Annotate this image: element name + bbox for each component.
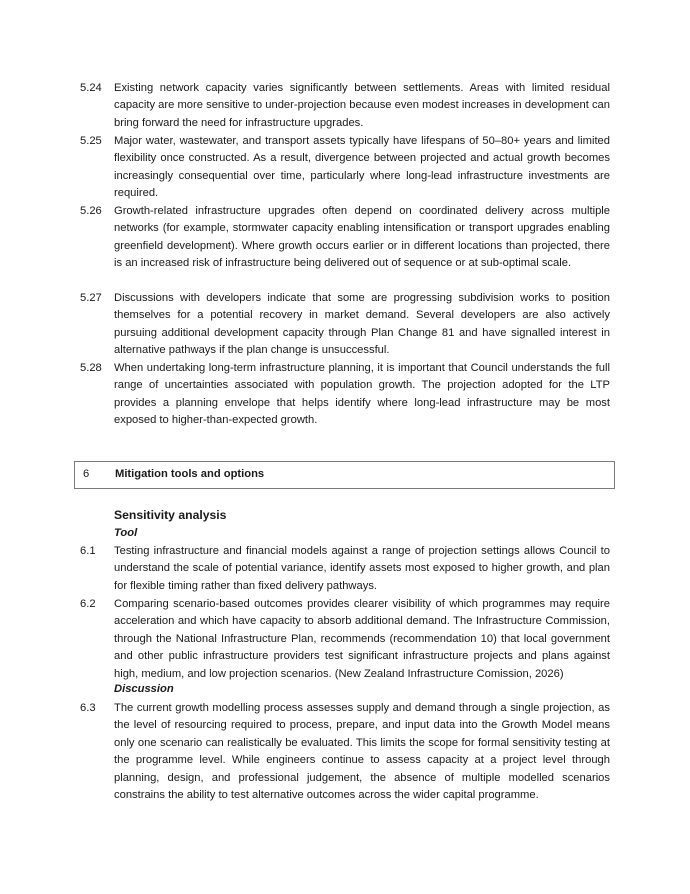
paragraph-5-27 — [80, 290, 610, 360]
paragraph-6-1 — [80, 543, 610, 595]
subheading-discussion: Discussion — [114, 683, 174, 695]
paragraph-5-24 — [80, 80, 610, 132]
paragraph-text: When undertaking long-term infrastructure planning, it is important that Council understands the full range of uncertainties associated with population growth. The projection adopted for the LTP provides a planning envelope that helps identify where long-lead infrastructure may be most exposed to higher-than-expected growth. — [114, 362, 610, 427]
paragraph-6-3 — [80, 700, 610, 804]
paragraph-number: 6.3 — [80, 702, 96, 714]
subsection-heading: Sensitivity analysis — [114, 508, 227, 522]
paragraph-text: Major water, wastewater, and transport assets typically have lifespans of 50–80+ years and limited flexibility once constructed. As a result, divergence between projected and actual growth becomes increasingly consequential over time, particularly where long-lead infrastructure investments are required. — [114, 135, 610, 200]
section-heading-box — [74, 461, 615, 489]
paragraph-number: 5.27 — [80, 292, 102, 304]
paragraph-text: Existing network capacity varies significantly between settlements. Areas with limited residual capacity are more sensitive to under-projection because even modest increases in development can bring forward the need for infrastructure upgrades. — [114, 82, 610, 129]
paragraph-5-25 — [80, 133, 610, 203]
paragraph-number: 5.25 — [80, 135, 102, 147]
paragraph-number: 6.1 — [80, 545, 96, 557]
paragraph-5-28 — [80, 360, 610, 430]
paragraph-number: 6.2 — [80, 598, 96, 610]
paragraph-number: 5.28 — [80, 362, 102, 374]
paragraph-number: 5.24 — [80, 82, 102, 94]
paragraph-text: The current growth modelling process assesses supply and demand through a single projection, as the level of resourcing required to process, prepare, and input data into the Growth Model means only one scenario can realistically be evaluated. This limits the scope for formal sensitivity testing at the programme level. While engineers continue to assess capacity at a project level through planning, design, and professional judgement, the absence of multiple modelled scenarios constrains the ability to test alternative outcomes across the wider capital programme. — [114, 702, 610, 802]
section-title: Mitigation tools and options — [115, 468, 265, 480]
paragraph-6-2 — [80, 596, 610, 683]
paragraph-text: Growth-related infrastructure upgrades often depend on coordinated delivery across multiple networks (for example, stormwater capacity enabling intensification or transport upgrades enabling greenfield development). Where growth occurs earlier or in different locations than projected, there is an increased risk of infrastructure being delivered out of sequence or at sub-optimal scale. — [114, 205, 610, 270]
paragraph-5-26 — [80, 203, 610, 273]
paragraph-text: Discussions with developers indicate that some are progressing subdivision works to position themselves for a potential recovery in market demand. Several developers are also actively pursuing additional development capacity through Plan Change 81 and have signalled interest in alternative pathways if the plan change is unsuccessful. — [114, 292, 610, 357]
paragraph-number: 5.26 — [80, 205, 102, 217]
paragraph-text: Testing infrastructure and financial models against a range of projection settings allows Council to understand the scale of potential variance, identify assets most exposed to higher growth, and plan for flexible timing rather than fixed delivery pathways. — [114, 545, 610, 592]
subheading-tool: Tool — [114, 527, 138, 539]
paragraph-text: Comparing scenario-based outcomes provides clearer visibility of which programmes may require acceleration and which have capacity to absorb additional demand. The Infrastructure Commission, through the National Infrastructure Plan, recommends (recommendation 10) that local government and other public infrastructure providers test significant infrastructure projects and plans against high, medium, and low projection scenarios. (New Zealand Infrastructure Comission, 2026) — [114, 598, 610, 680]
section-number: 6 — [83, 468, 90, 480]
